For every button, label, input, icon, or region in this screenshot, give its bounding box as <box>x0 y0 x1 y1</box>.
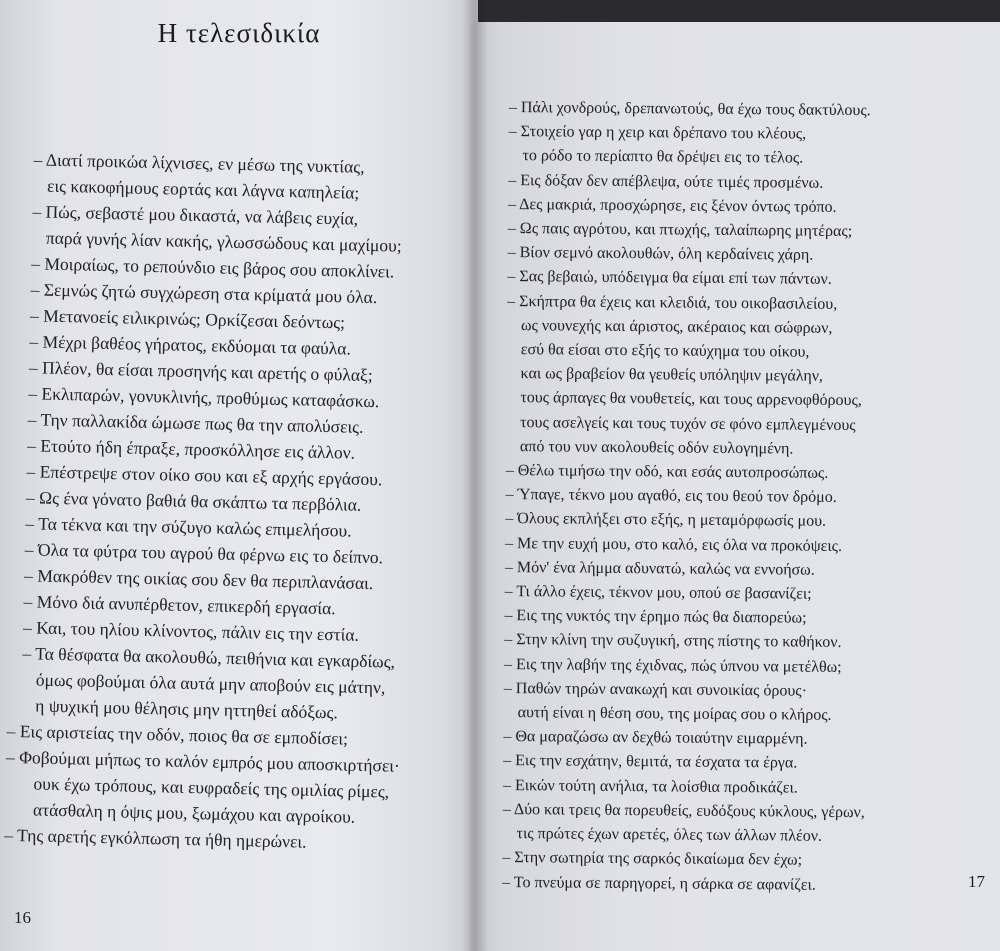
page-number-left: 16 <box>14 908 31 927</box>
left-verse-block <box>4 146 414 857</box>
verse-line: – Σκήπτρα θα έχεις και κλειδιά, του οικοβασιλείου, <box>507 292 838 313</box>
verse-line: – Εις δόξαν δεν απέβλεψα, ούτε τιμές προσμένω. <box>508 171 824 192</box>
verse-line: – Μετανοείς ειλικρινώς; Ορκίζεσαι δεόντως; <box>29 305 346 333</box>
verse-line: – Εις της νυκτός την έρημο πώς θα διαπορεύω; <box>504 607 807 627</box>
verse-line: – Όλους εκπλήξει στο εξής, η μεταμόρφωσίς μου. <box>505 510 827 531</box>
verse-line: αυτή είναι η θέση σου, της μοίρας σου ο κλήρος. <box>517 704 832 724</box>
verse-line: – Πώς, σεβαστέ μου δικαστά, να λάβεις ευχία, <box>32 201 359 229</box>
verse-line: – Διατί προικώα λίχνισες, εν μέσω της νυκτίας, <box>33 149 365 177</box>
verse-line: – Και, του ηλίου κλίνοντος, πάλιν εις την εστία. <box>22 617 360 645</box>
verse-line: παρά γυνής λίαν κακής, γλωσσώδους και μαχίμου; <box>45 227 402 256</box>
verse-line: – Μακρόθεν της οικίας σου δεν θα περιπλανάσαι. <box>24 565 374 594</box>
verse-line: – Παθών τηρών ανακωχή και συνοικίας όρους· <box>503 679 808 700</box>
verse-line: – Τα θέσφατα θα ακολουθώ, πειθήνια και εγκαρδίως, <box>22 643 396 672</box>
verse-line: – Ως ένα γόνατο βαθιά θα σκάπτω τα περβόλια. <box>25 487 362 515</box>
verse-line: – Φοβούμαι μήπως το καλόν εμπρός μου αποσκιρτήσει· <box>5 746 401 776</box>
verse-line: – Εις αριστείας την οδόν, ποιος θα σε εμποδίσει; <box>6 720 349 749</box>
verse-line: – Της αρετής εγκόλπωση τα ήθη ημερώνει. <box>4 824 307 852</box>
verse-line: – Πλέον, θα είσαι προσηνής και αρετής ο φύλαξ; <box>28 357 373 386</box>
verse-line: – Πάλι χονδρούς, δρεπανωτούς, θα έχω τους δακτύλους. <box>508 98 871 120</box>
verse-line: – Το πνεύμα σε παρηγορεί, η σάρκα σε αφανίζει. <box>502 873 816 894</box>
verse-line: από του νυν ακολουθείς οδόν ευλογημένη. <box>519 437 794 458</box>
verse-line: – Εκλιπαρών, γονυκλινής, προθύμως καταφάσκω. <box>28 383 380 412</box>
verse-line: – Εις την λαβήν της έχιδνας, πώς ύπνου να μετέλθω; <box>503 655 842 676</box>
verse-line: – Ετούτο ήδη έπραξε, προσκόλλησε εις άλλον. <box>26 435 356 463</box>
page-number-right: 17 <box>968 872 985 891</box>
verse-line: τις πρώτες έχων αρετές, όλες των άλλων πλέον. <box>516 825 823 845</box>
verse-line: – Θα μαραζώσω αν δεχθώ τοιαύτην ειμαρμένη. <box>503 728 808 748</box>
verse-line: – Θέλω τιμήσω την οδό, και εσάς αυτοπροσώπως. <box>505 462 829 482</box>
verse-line: ουκ έχω τρόπους, και ευφραδείς της ομιλίας ρίμες, <box>33 773 390 802</box>
verse-line: – Στην σωτηρία της σαρκός δικαίωμα δεν έχω; <box>502 849 803 869</box>
poem-title: Η τελεσιδικία <box>157 18 321 48</box>
verse-line: – Στοιχείο γαρ η χειρ και δρέπανο του κλέους, <box>508 123 807 143</box>
verse-line: τους ασελγείς και τους τυχόν σε φόνο εμπλεγμένους <box>520 413 856 434</box>
verse-line: – Δύο και τρεις θα πορευθείς, ευδόξους κύκλους, γέρων, <box>502 800 865 822</box>
left-page <box>0 0 478 951</box>
verse-line: και ως βραβείον θα γευθείς υπόληψιν μεγάλην, <box>520 365 824 385</box>
verse-line: – Εικών τούτη ανήλια, τα λοίσθια προδικάζει. <box>502 776 798 797</box>
verse-line: – Σεμνώς ζητώ συγχώρεση στα κρίματά μου όλα. <box>30 279 378 308</box>
verse-line: – Μόνο διά ανυπέρθετον, επικερδή εργασία. <box>23 591 336 619</box>
right-verse-block <box>502 96 871 898</box>
verse-line: – Σας βεβαιώ, υπόδειγμα θα είμαι επί των πάντων. <box>507 268 832 289</box>
verse-line: – Τι άλλο έχεις, τέκνον μου, οπού σε βασανίζει; <box>504 583 812 603</box>
verse-line: – Μέχρι βαθέος γήρατος, εκδύομαι τα φαύλα. <box>29 331 352 359</box>
verse-line: – Δες μακριά, προσχώρησε, εις ξένον όντως τρόπο. <box>507 195 837 216</box>
verse-line: – Βίον σεμνό ακολουθών, όλη κερδαίνεις χάρη. <box>507 244 814 264</box>
verse-line: – Ως παις αγρότου, και πτωχής, ταλαίπωρης μητέρας; <box>507 220 853 241</box>
verse-line: εις κακοφήμους εορτάς και λάγνα καπηλεία; <box>46 175 360 203</box>
verse-line: το ρόδο το περίαπτο θα δρέψει εις το τέλος. <box>522 147 804 167</box>
verse-line: όμως φοβούμαι όλα αυτά μην αποβούν εις μάτην, <box>35 669 386 698</box>
verse-line: – Τα τέκνα και την σύζυγο καλώς επιμελήσου. <box>25 513 352 541</box>
verse-line: εσύ θα είσαι στο εξής το καύχημα του οίκου, <box>520 341 810 361</box>
verse-line: – Ύπαγε, τέκνο μου αγαθό, εις του θεού τον δρόμο. <box>505 486 837 507</box>
verse-line: – Μόν' ένα λήμμα αδυνατώ, καλώς να εννοήσω. <box>504 558 815 579</box>
right-page <box>470 22 1000 951</box>
verse-line: ατάσθαλη η όψις μου, ξωμάχου και αγροίκου. <box>32 799 356 827</box>
verse-line: – Εις την εσχάτην, θεμιτά, τα έσχατα τα έργα. <box>503 752 798 773</box>
verse-line: – Επέστρεψε στον οίκο σου και εξ αρχής εργάσου. <box>26 461 383 490</box>
verse-line: η ψυχική μου θέλησις μην ηττηθεί αδόξως. <box>35 695 339 723</box>
verse-line: – Μοιραίως, το ρεπούνδιο εις βάρος σου αποκλίνει. <box>31 253 395 282</box>
verse-line: – Στην κλίνη την συζυγική, στης πίστης το καθήκον. <box>504 631 842 652</box>
verse-line: τους άρπαγες θα νουθετείς, και τους αρρενοφθόρους, <box>520 389 862 410</box>
verse-line: – Όλα τα φύτρα του αγρού θα φέρνω εις το δείπνο. <box>24 539 384 568</box>
verse-line: – Με την ευχή μου, στο καλό, εις όλα να προκόψεις. <box>505 534 843 555</box>
verse-line: – Την παλλακίδα ώμωσε πως θα την απολύσεις. <box>27 409 364 437</box>
verse-line: ως νουνεχής και άριστος, ακέραιος και σώφρων, <box>520 316 833 337</box>
